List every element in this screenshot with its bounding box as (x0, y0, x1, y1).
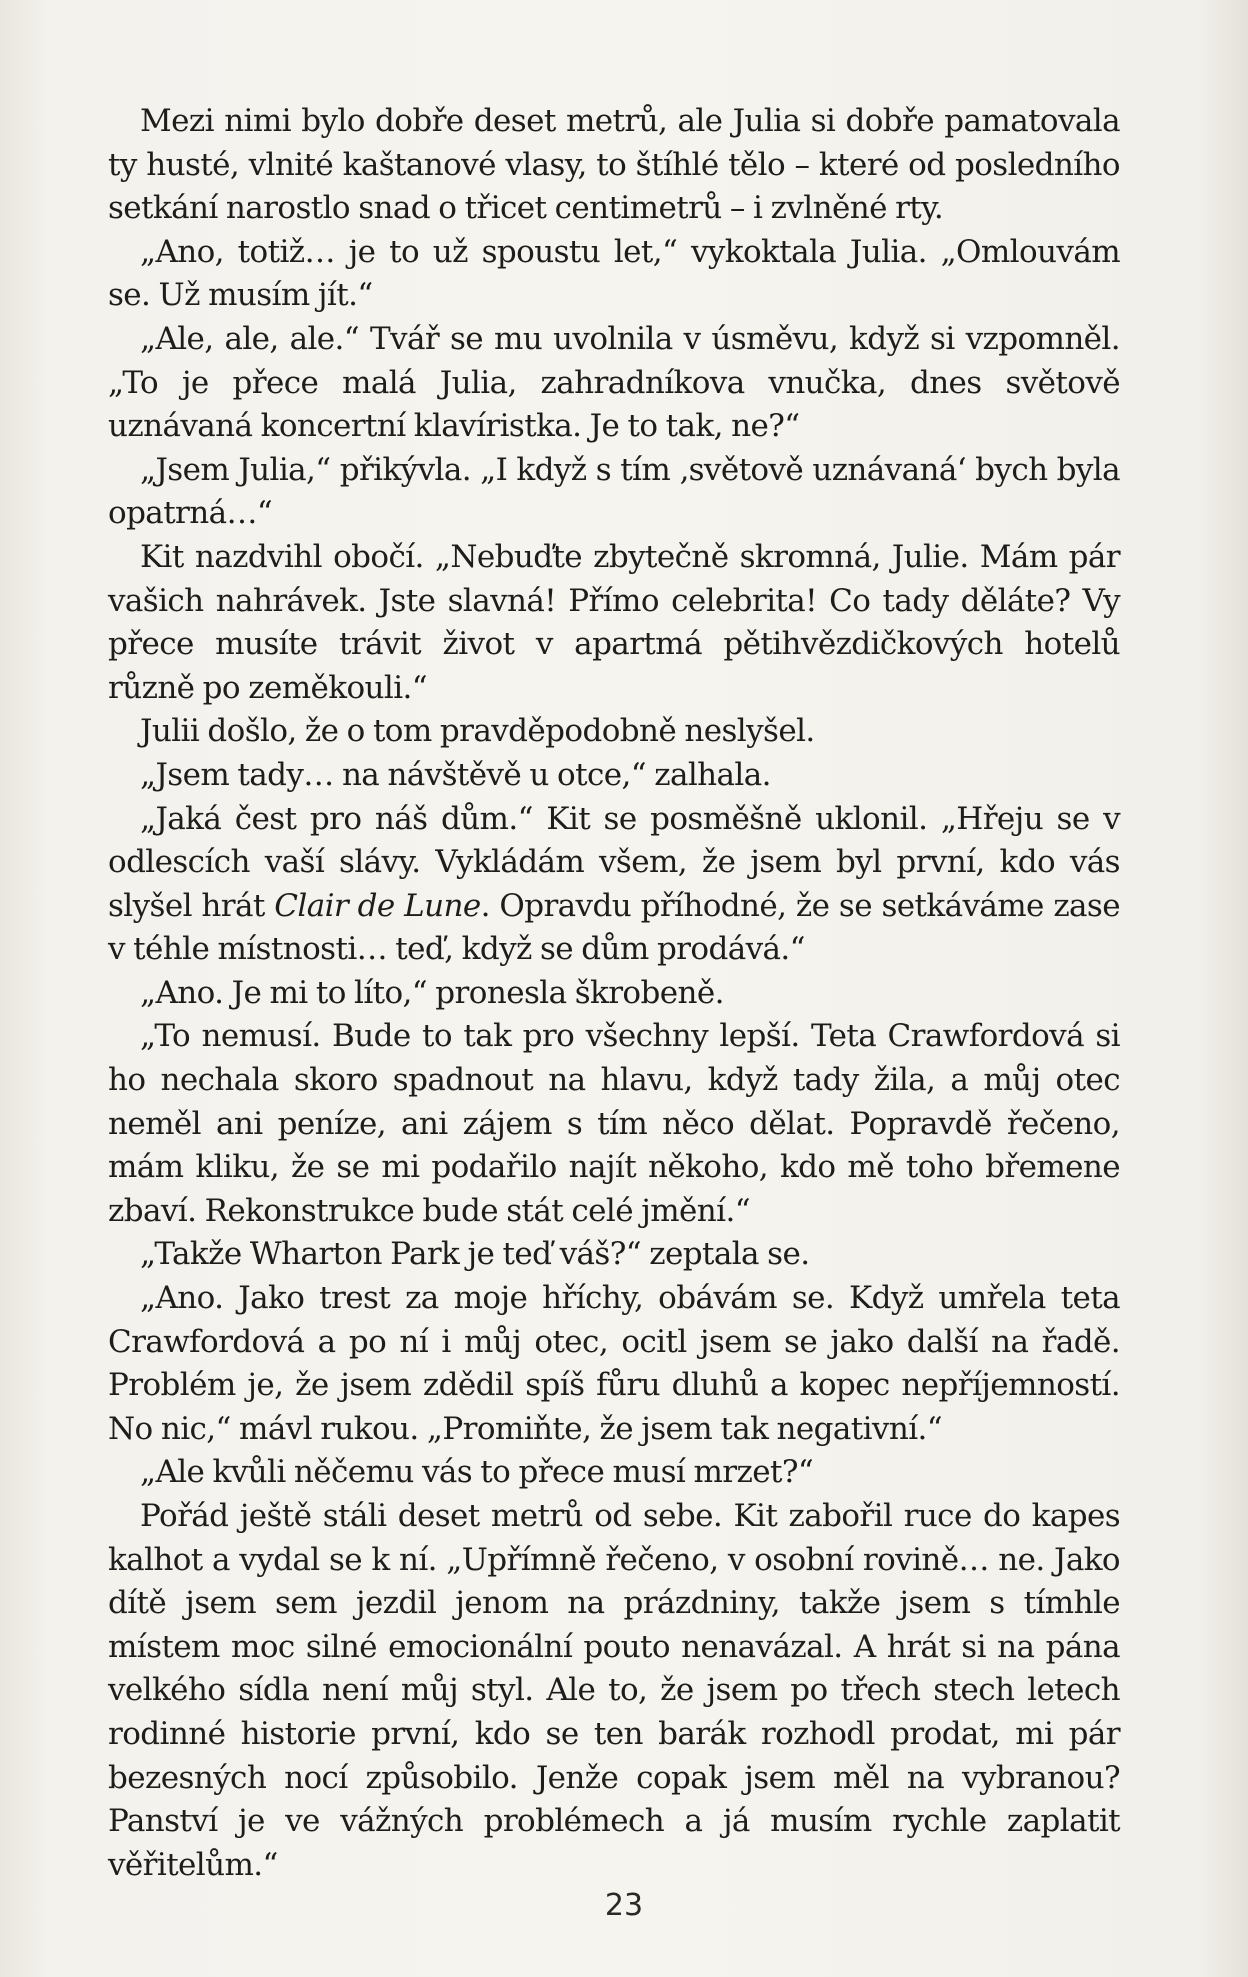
paragraph-11: „Takže Wharton Park je teď váš?“ zeptala se. (140, 1236, 810, 1273)
paragraph-13: „Ale kvůli něčemu vás to přece musí mrzet?“ (140, 1454, 814, 1491)
paragraph-1: Mezi nimi bylo dobře deset metrů, ale Julia si dobře pamatovala ty husté, vlnité kaštanové vlasy, to štíhlé tělo – které od posledního setkání narostlo snad o třicet centimetrů – i zvlněné rty. (108, 103, 1120, 227)
paragraph-6: Julii došlo, že o tom pravděpodobně neslyšel. (140, 713, 815, 750)
paragraph-7: „Jsem tady… na návštěvě u otce,“ zalhala. (140, 756, 771, 793)
paragraph-12: „Ano. Jako trest za moje hříchy, obávám se. Když umřela teta Crawfordová a po ní i můj otec, ocitl jsem se jako další na řadě. Problém je, že jsem zdědil spíš fůru dluhů a kopec nepříjemností. No nic,“ mávl rukou. „Promiňte, že jsem tak negativní.“ (108, 1280, 1120, 1447)
paragraph-8 (108, 798, 1120, 972)
paragraph-8-pre: „Jaká čest pro náš dům.“ Kit se posměšně uklonil. „Hřeju se v odlescích vaší slávy. Vykládám všem, že jsem byl první, kdo vás slyšel hrát (108, 800, 1120, 924)
paragraph-8-italic-title: Clair de Lune (274, 887, 481, 924)
paragraph-10: „To nemusí. Bude to tak pro všechny lepší. Teta Crawfordová si ho nechala skoro spadnout na hlavu, když tady žila, a můj otec neměl ani peníze, ani zájem s tím něco dělat. Popravdě řečeno, mám kliku, že se mi podařilo najít někoho, kdo mě toho břemene zbaví. Rekonstrukce bude stát celé jmění.“ (108, 1018, 1120, 1229)
body-text (108, 100, 1120, 1887)
paragraph-4: „Jsem Julia,“ přikývla. „I když s tím ‚světově uznávaná‘ bych byla opatrná…“ (108, 451, 1120, 532)
page-number: 23 (604, 1888, 644, 1923)
paragraph-8-post: . Opravdu příhodné, že se setkáváme zase v téhle místnosti… teď, když se dům prodává.“ (108, 887, 1120, 968)
paragraph-9: „Ano. Je mi to líto,“ pronesla škrobeně. (140, 974, 724, 1011)
paragraph-3: „Ale, ale, ale.“ Tvář se mu uvolnila v úsměvu, když si vzpomněl. „To je přece malá Julia, zahradníkova vnučka, dnes světově uznávaná koncertní klavíristka. Je to tak, ne?“ (108, 320, 1120, 445)
paragraph-14: Pořád ještě stáli deset metrů od sebe. Kit zabořil ruce do kapes kalhot a vydal se k ní. „Upřímně řečeno, v osobní rovině… ne. Jako dítě jsem sem jezdil jenom na prázdniny, takže jsem s tímhle místem moc silné emocionální pouto nenavázal. A hrát si na pána velkého sídla není můj styl. Ale to, že jsem po třech stech letech rodinné historie první, kdo se ten barák rozhodl prodat, mi pár bezesných nocí způsobilo. Jenže copak jsem měl na vybranou? Panství je ve vážných problémech a já musím rychle zaplatit věřitelům.“ (108, 1498, 1120, 1883)
paragraph-2: „Ano, totiž… je to už spoustu let,“ vykoktala Julia. „Omlouvám se. Už musím jít.“ (108, 233, 1120, 314)
paragraph-5: Kit nazdvihl obočí. „Nebuďte zbytečně skromná, Julie. Mám pár vašich nahrávek. Jste slavná! Přímo celebrita! Co tady děláte? Vy přece musíte trávit život v apartmá pětihvězdičkových hotelů různě po zeměkouli.“ (108, 538, 1120, 706)
